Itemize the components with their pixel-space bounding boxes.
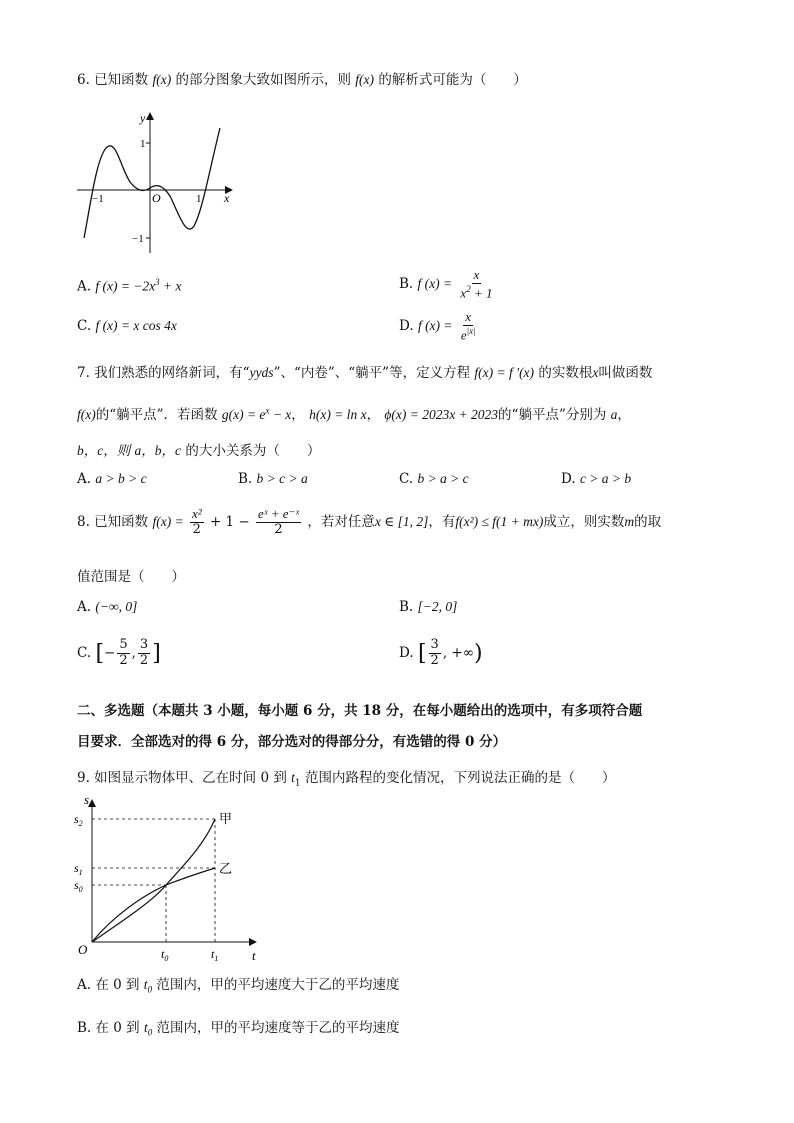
q6-option-d-fraction: $\frac{x}{e^{|x|}}$	[460, 309, 476, 343]
q9-t0-label: $t_0$	[161, 947, 169, 963]
q8-stem-line-2: 值范围是（ ）	[77, 569, 185, 585]
q8-option-d[interactable]: D. [ $\frac{3}{2}$ , +∞)	[399, 637, 483, 668]
q9-distance-time-graph	[74, 790, 274, 965]
q6-option-c[interactable]: C. f (x) = x cos 4x	[77, 318, 177, 334]
q6-fx-1: f(x)	[152, 72, 172, 87]
q6-stem-text-2: 的部分图象大致如图所示，则	[175, 72, 351, 88]
q7-option-c[interactable]: C. b > a > c	[399, 471, 469, 487]
q6-stem	[77, 68, 527, 88]
q6-option-b-fraction: $\frac{x}{x^2 + 1}$	[460, 267, 493, 301]
q7-stem-line-1: 7. 我们熟悉的网络新词，有“yyds”、“内卷”、“躺平”等，定义方程 f(x) = f ′(x) 的实数根x叫做函数	[77, 365, 653, 381]
q9-option-b[interactable]: B. 在 0 到 $t_0$ 范围内，甲的平均速度等于乙的平均速度	[77, 1020, 400, 1038]
q7-option-d[interactable]: D. c > a > b	[561, 471, 632, 487]
q9-s-label: s	[84, 792, 90, 807]
q9-t1-label: $t_1$	[211, 947, 219, 963]
q9-s2-label: $s_2$	[74, 812, 83, 828]
q6-fx-2: f(x)	[355, 72, 375, 87]
q7-option-a[interactable]: A. a > b > c	[77, 471, 147, 487]
q6-tick-x-pos: 1	[196, 193, 202, 205]
q7-option-b[interactable]: B. b > c > a	[238, 471, 308, 487]
q6-tick-y-neg: −1	[132, 233, 144, 245]
q6-option-a[interactable]: A. f $(x) = -2x^3 + x$	[77, 277, 182, 295]
q8-fraction-1: $\frac{\text{x²}}{2}$	[191, 506, 202, 537]
q6-origin-label: O	[152, 191, 161, 205]
q6-y-label: y	[140, 111, 146, 125]
q9-origin-label: O	[78, 942, 88, 957]
q9-option-a[interactable]: A. 在 0 到 $t_0$ 范围内，甲的平均速度大于乙的平均速度	[77, 977, 400, 995]
q6-tick-x-neg: −1	[92, 193, 104, 205]
q8-option-c[interactable]: C. [− $\frac{5}{2}$ , $\frac{3}{2}$ ]	[77, 637, 161, 668]
q8-option-b[interactable]: B. [−2, 0]	[399, 599, 458, 615]
q6-stem-text-3: 的解析式可能为（ ）	[378, 72, 527, 88]
q6-curve	[84, 128, 220, 238]
q6-x-label: x	[224, 191, 230, 205]
q6-function-graph	[72, 108, 242, 258]
q6-stem-text-1: 6. 已知函数	[77, 72, 149, 88]
q9-s0-label: $s_0$	[74, 878, 83, 894]
q9-yi-label: 乙	[219, 861, 233, 876]
q9-t-label: t	[252, 948, 256, 963]
q8-stem-line-1: 8. 已知函数 f(x) = $\frac{\text{x²}}{2}$ + 1 − $\frac{\text{eˣ + e⁻ˣ}}{2}$ ，若对任意x ∈ [1, 2]，有f(x²) ≤ f(1 + mx)成立，则实数m的取	[77, 506, 662, 537]
q8-option-a[interactable]: A. (−∞, 0]	[77, 599, 138, 615]
q9-s1-label: $s_1$	[74, 861, 83, 877]
q6-option-b[interactable]: B. f (x) = $\frac{x}{x^2 + 1}$	[399, 267, 493, 301]
q7-stem-line-3: b，c，则 a，b，c 的大小关系为（ ）	[77, 443, 321, 459]
section-2-heading-line-1: 二、多选题（本题共 3 小题，每小题 6 分，共 18 分，在每小题给出的选项中，有多项符合题	[77, 703, 643, 719]
q6-option-d[interactable]: D. f (x) = $\frac{x}{e^{|x|}}$	[399, 309, 476, 343]
q9-curve-jia	[92, 819, 215, 942]
q9-curve-yi	[92, 868, 215, 942]
q9-jia-label: 甲	[219, 811, 233, 826]
q8-fraction-2: $\frac{\text{eˣ + e⁻ˣ}}{2}$	[258, 506, 300, 537]
q9-stem: 9. 如图显示物体甲、乙在时间 0 到 $t_1$ 范围内路程的变化情况，下列说法正确的是（ ）	[77, 770, 616, 789]
q6-tick-y-pos: 1	[140, 138, 146, 150]
section-2-heading-line-2: 目要求．全部选对的得 6 分，部分选对的得部分分，有选错的得 0 分）	[77, 734, 507, 750]
q7-stem-line-2: f(x)的“躺平点”．若函数 $g(x) = e^x - x$， h(x) = ln x， ϕ(x) = 2023x + 2023的“躺平点”分别为 a，	[77, 405, 631, 423]
